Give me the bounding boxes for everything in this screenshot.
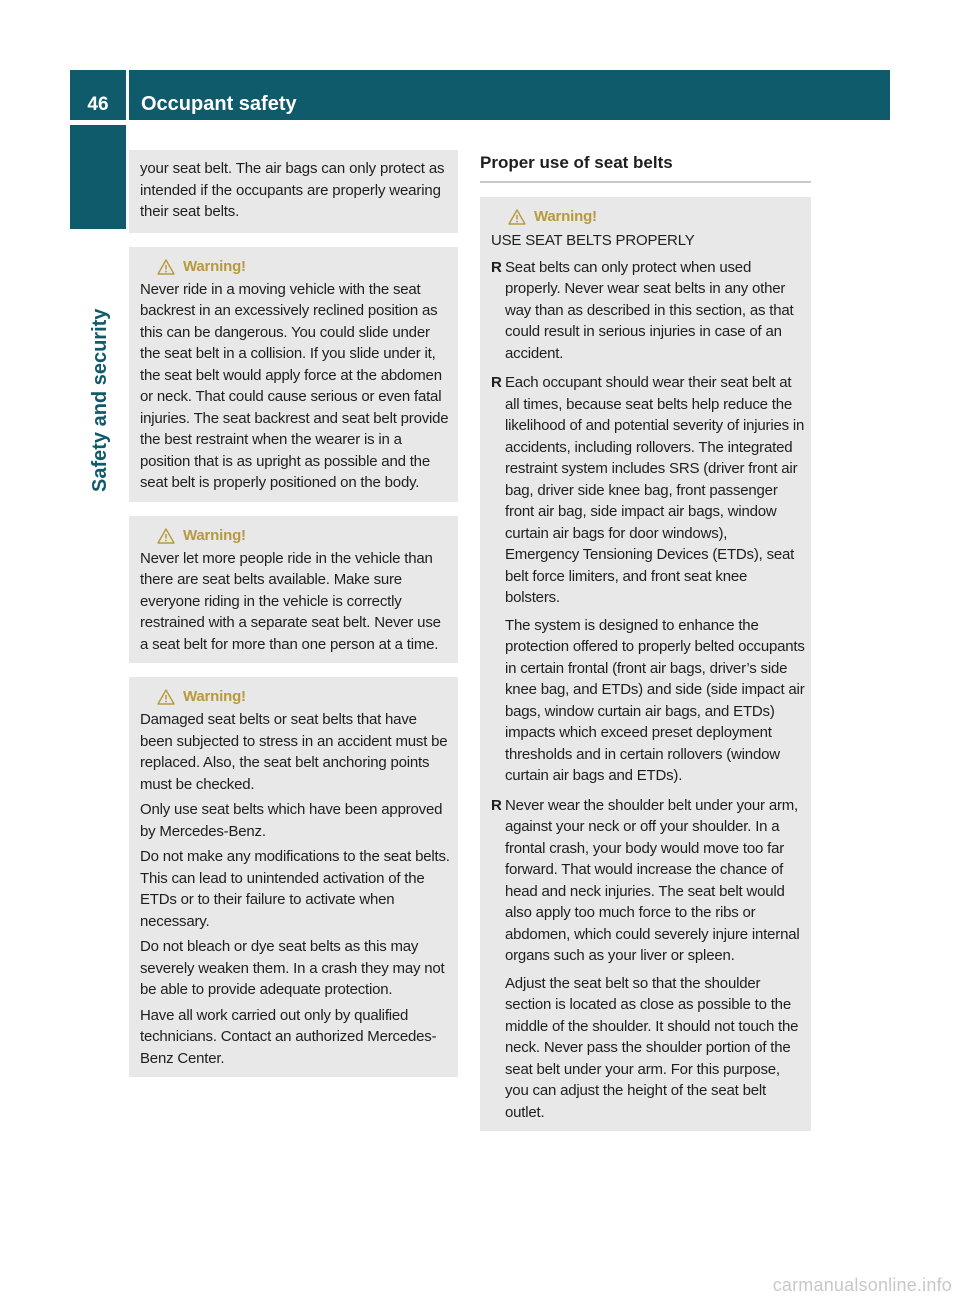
warning-title: Warning! [534,208,597,226]
side-tab-marker [70,125,126,229]
page-title: Occupant safety [141,93,297,115]
warning-text: Only use seat belts which have been approved by Mercedes-Benz. [140,801,443,840]
warning-header [140,686,452,708]
page-number: 46 [87,94,109,115]
intro-text-box [129,150,458,233]
bullet-sub-paragraph: The system is designed to enhance the protection offered to properly belted occupants in certain frontal (front air bags, driver’s side knee bag, and ETDs) and side (side impact air bags, window curtain air bags, and ETDs) impacts which exceed preset deployment thresholds and in certain rollovers (window curtain air bags and ETDs). [505,616,805,784]
bullet-item [491,372,805,787]
warning-box-proper-use [480,197,811,1131]
bullet-text: Each occupant should wear their seat belt at all times, because seat belts help reduce the likelihood of and potential severity of injuries in accidents, including rollovers. The integrated restraint system includes SRS (driver front air bag, driver side knee bag, front passenger front air bag, side impact air bags, window curtain air bags for door windows), Emergency Tensioning Devices (ETDs), seat belt force limiters, and front seat knee bolsters. [505,374,805,606]
warning-text: Never ride in a moving vehicle with the seat backrest in an excessively reclined position as this can be dangerous. You could slide under the seat belt in a collision. If you slide under it, the seat belt would apply force at the abdomen or neck. That could cause serious or even fatal injuries. The seat backrest and seat belt provide the best restraint when the wearer is in a position that is as upright as possible and the seat belt is properly positioned on the body. [140,280,449,491]
intro-text: your seat belt. The air bags can only protect as intended if the occupants are properly wearing their seat belts. [140,160,445,220]
warning-triangle-icon [157,689,175,705]
warning-title: Warning! [183,257,246,275]
warning-header [140,256,452,278]
warning-box-passenger-count [129,516,458,664]
bullet-marker: R [491,258,502,276]
bullet-item [491,795,805,1124]
warning-text: Do not make any modifications to the seat belts. This can lead to unintended activation of the ETDs or to their failure to activate when necessary. [140,848,450,930]
warning-text: Damaged seat belts or seat belts that have been subjected to stress in an accident must be replaced. Also, the seat belt anchoring points must be checked. [140,711,448,793]
warning-text: Do not bleach or dye seat belts as this may severely weaken them. In a crash they may not be able to provide adequate protection. [140,938,445,998]
warning-triangle-icon [508,209,526,225]
warning-caps-line: USE SEAT BELTS PROPERLY [491,232,695,249]
warning-text: Never let more people ride in the vehicle than there are seat belts available. Make sure everyone riding in the vehicle is correctly restrained with a separate seat belt. Never use a seat belt for more than one person at a time. [140,549,441,653]
warning-triangle-icon [157,528,175,544]
warning-box-reclined-seat [129,247,458,502]
warning-text: Have all work carried out only by qualified technicians. Contact an authorized Mercedes-Benz Center. [140,1006,437,1067]
bullet-text: Seat belts can only protect when used properly. Never wear seat belts in any other way than as described in this section, as that could result in serious injuries in case of an accident. [505,258,794,362]
left-column [129,150,458,1077]
side-section-label-wrap [88,242,112,492]
side-section-label: Safety and security [89,308,111,492]
bullet-marker: R [491,796,502,814]
section-heading: Proper use of seat belts [480,150,811,183]
watermark-text: carmanualsonline.info [772,1275,952,1295]
warning-header [140,525,452,547]
bullet-sub-paragraph: Adjust the seat belt so that the shoulder section is located as close as possible to the middle of the shoulder. It should not touch the neck. Never pass the shoulder portion of the seat belt under your arm. For this purpose, you can adjust the height of the seat belt outlet. [505,974,799,1121]
warning-title: Warning! [183,688,246,706]
right-column [480,150,811,1131]
bullet-item [491,257,805,365]
warning-title: Warning! [183,526,246,544]
bullet-text: Never wear the shoulder belt under your arm, against your neck or off your shoulder. In a frontal crash, your body would move too far forward. That would increase the chance of head and neck injuries. The seat belt would also apply too much force to the ribs or abdomen, which could severely injure internal organs such as your liver or spleen. [505,796,800,964]
warning-triangle-icon [157,259,175,275]
warning-header [491,206,805,228]
warning-box-damaged-belts [129,677,458,1077]
bullet-marker: R [491,374,502,391]
header-divider [126,70,129,120]
